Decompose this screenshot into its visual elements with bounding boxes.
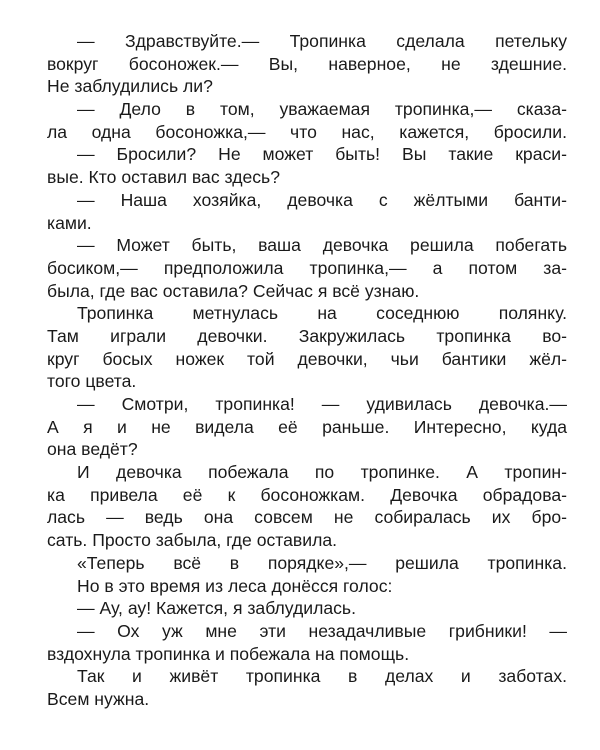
text-line: ла одна босоножка,— что нас, кажется, бросили. <box>47 121 567 142</box>
text-line: того цвета. <box>47 371 137 392</box>
text-line: круг босых ножек той девочки, чьи бантики жёл- <box>47 348 567 369</box>
text-line: — Может быть, ваша девочка решила побегать <box>77 235 567 256</box>
text-line: босиком,— предположила тропинка,— а потом за- <box>47 257 567 278</box>
text-line: — Дело в том, уважаемая тропинка,— сказа- <box>77 99 567 120</box>
text-line: — Здравствуйте.— Тропинка сделала петельку <box>77 31 567 51</box>
text-line: — Ох уж мне эти незадачливые грибники! — <box>77 620 567 641</box>
text-line: Там играли девочки. Закружилась тропинка во- <box>47 325 567 346</box>
text-line: «Теперь всё в порядке»,— решила тропинка. <box>77 552 567 573</box>
text-line: лась — ведь она совсем не собиралась их бро- <box>47 507 567 528</box>
text-line: она ведёт? <box>47 439 138 460</box>
text-line: — Смотри, тропинка! — удивилась девочка.— <box>77 394 567 414</box>
story-text <box>47 30 567 711</box>
text-line: И девочка побежала по тропинке. А тропин- <box>77 462 567 483</box>
text-line: Но в это время из леса донёсся голос: <box>77 575 393 596</box>
text-line: ками. <box>47 212 92 233</box>
text-line: была, где вас оставила? Сейчас я всё узнаю. <box>47 280 420 301</box>
text-line: — Ау, ау! Кажется, я заблудилась. <box>77 598 356 619</box>
text-line: Так и живёт тропинка в делах и заботах. <box>77 666 567 687</box>
text-line: вздохнула тропинка и побежала на помощь. <box>47 643 410 664</box>
text-line: вые. Кто оставил вас здесь? <box>47 167 280 188</box>
text-line: — Наша хозяйка, девочка с жёлтыми банти- <box>77 189 567 210</box>
text-line: ка привела её к босоножкам. Девочка обрадова- <box>47 484 567 505</box>
text-line: Тропинка метнулась на соседнюю полянку. <box>77 303 567 324</box>
text-line: Всем нужна. <box>47 688 150 709</box>
text-line: — Бросили? Не может быть! Вы такие краси- <box>77 144 567 165</box>
text-line: А я и не видела её раньше. Интересно, куда <box>47 416 567 437</box>
text-line: Не заблудились ли? <box>47 76 213 97</box>
text-line: вокруг босоножек.— Вы, наверное, не здешние. <box>47 53 567 74</box>
text-line: сать. Просто забыла, где оставила. <box>47 530 338 551</box>
